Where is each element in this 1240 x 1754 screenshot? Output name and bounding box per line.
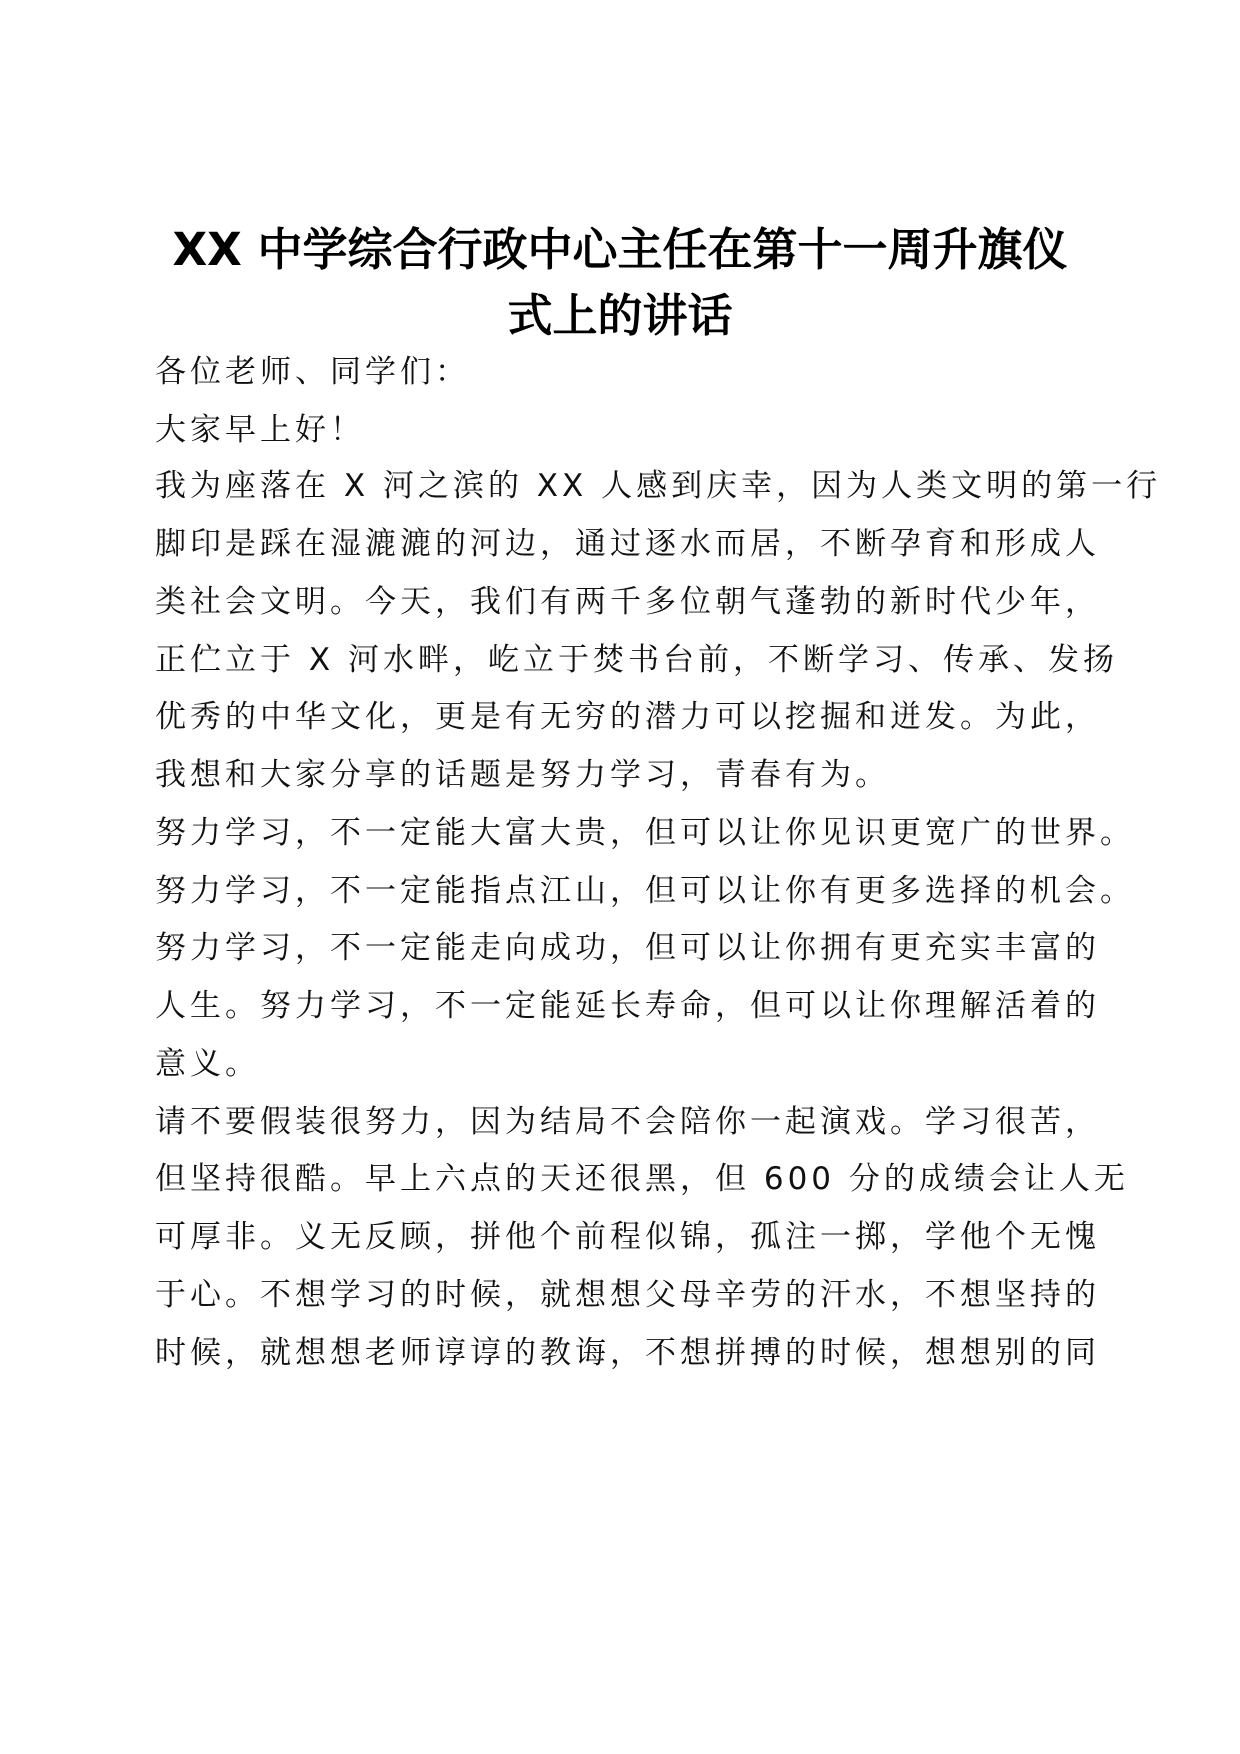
body-line: 类社会文明。今天，我们有两千多位朝气蓬勃的新时代少年，: [155, 584, 1100, 620]
body-line: 我为座落在 X 河之滨的 XX 人感到庆幸，因为人类文明的第一行: [155, 468, 1162, 504]
body-line: 努力学习，不一定能走向成功，但可以让你拥有更充实丰富的: [155, 930, 1100, 966]
body-line: 我想和大家分享的话题是努力学习，青春有为。: [155, 757, 890, 793]
body-line: 人生。努力学习，不一定能延长寿命，但可以让你理解活着的: [155, 988, 1100, 1024]
body-line: 时候，就想想老师谆谆的教诲，不想拼搏的时候，想想别的同: [155, 1335, 1100, 1371]
body-line: 但坚持很酷。早上六点的天还很黑，但 600 分的成绩会让人无: [155, 1161, 1129, 1197]
body-line: 努力学习，不一定能指点江山，但可以让你有更多选择的机会。: [155, 873, 1135, 909]
body-line: 正伫立于 X 河水畔，屹立于焚书台前，不断学习、传承、发扬: [155, 642, 1118, 678]
body-line: 努力学习，不一定能大富大贵，但可以让你见识更宽广的世界。: [155, 815, 1135, 851]
greeting: 大家早上好！: [155, 412, 365, 448]
salutation: 各位老师、同学们：: [155, 354, 470, 390]
body-line: 脚印是踩在湿漉漉的河边，通过逐水而居，不断孕育和形成人: [155, 526, 1100, 562]
document-title-line-2: 式上的讲话: [507, 289, 733, 342]
body-line: 于心。不想学习的时候，就想想父母辛劳的汗水，不想坚持的: [155, 1277, 1100, 1313]
document-title-line-1: XX 中学综合行政中心主任在第十一周升旗仪: [172, 223, 1068, 276]
body-line: 可厚非。义无反顾，拼他个前程似锦，孤注一掷，学他个无愧: [155, 1219, 1100, 1255]
body-line: 意义。: [155, 1046, 260, 1082]
body-line: 优秀的中华文化，更是有无穷的潜力可以挖掘和迸发。为此，: [155, 699, 1100, 735]
body-line: 请不要假装很努力，因为结局不会陪你一起演戏。学习很苦，: [155, 1104, 1100, 1140]
